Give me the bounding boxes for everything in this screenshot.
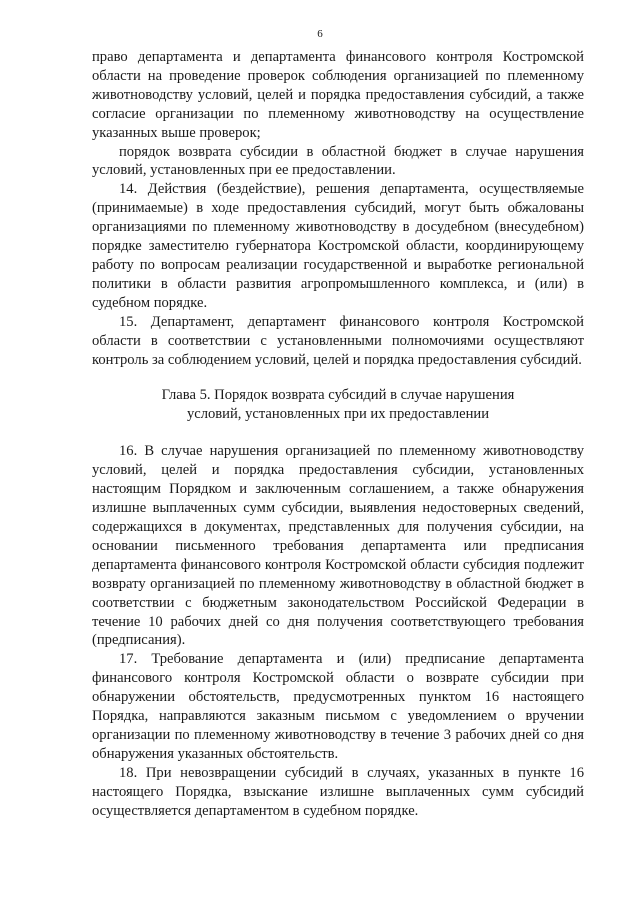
chapter-heading	[92, 386, 584, 424]
paragraph-rights-continuation: право департамента и департамента финансового контроля Костромской области на проведение проверок соблюдения организацией по племенному животноводству условий, целей и порядка предоставления субсидий, а также согласие организации по племенному животноводству на осуществление указанных выше проверок;	[92, 49, 584, 141]
paragraph-18: 18. При невозвращении субсидий в случаях, указанных в пункте 16 настоящего Порядка, взыскание излишне выплаченных сумм субсидий осуществляется департаментом в судебном порядке.	[92, 764, 584, 819]
paragraph-15: 15. Департамент, департамент финансового контроля Костромской области в соответствии с установленными полномочиями осуществляют контроль за соблюдением условий, целей и порядка предоставления субсидий.	[92, 313, 584, 368]
paragraph-14: 14. Действия (бездействие), решения департамента, осуществляемые (принимаемые) в ходе предоставления субсидий, могут быть обжалованы организациями по племенному животноводству в досудебном (внесудебном) порядке заместителю губернатора Костромской области, координирующему работу по вопросам реализации государственной и выработке региональной политики в области развития агропромышленного комплекса, и (или) в судебном порядке.	[92, 181, 584, 311]
document-body	[92, 48, 584, 821]
paragraph-17: 17. Требование департамента и (или) предписание департамента финансового контроля Костромской области о возврате субсидии при обнаружении обстоятельств, предусмотренных пунктом 16 настоящего Порядка, направляются заказным письмом с уведомлением о вручении организации по племенному животноводству в течение 3 рабочих дней со дня обнаружения указанных обстоятельств.	[92, 651, 584, 762]
chapter-heading-line-1: Глава 5. Порядок возврата субсидий в случае нарушения	[161, 387, 515, 404]
chapter-heading-line-2: условий, установленных при их предоставлении	[186, 406, 490, 423]
paragraph-return-procedure: порядок возврата субсидии в областной бюджет в случае нарушения условий, установленных при ее предоставлении.	[92, 143, 584, 179]
paragraph-16: 16. В случае нарушения организацией по племенному животноводству условий, целей и порядка предоставления субсидии, установленных настоящим Порядком и заключенным соглашением, а также обнаружения излишне выплаченных сумм субсидии, выявления недостоверных сведений, содержащихся в документах, представленных для получения субсидии, на основании письменного требования департамента или предписания департамента финансового контроля Костромской области субсидия подлежит возврату организацией по племенному животноводству в областной бюджет в соответствии с бюджетным законодательством Российской Федерации в течение 10 рабочих дней со дня получения соответствующего требования (предписания).	[92, 443, 584, 649]
page-number: 6	[317, 28, 323, 40]
